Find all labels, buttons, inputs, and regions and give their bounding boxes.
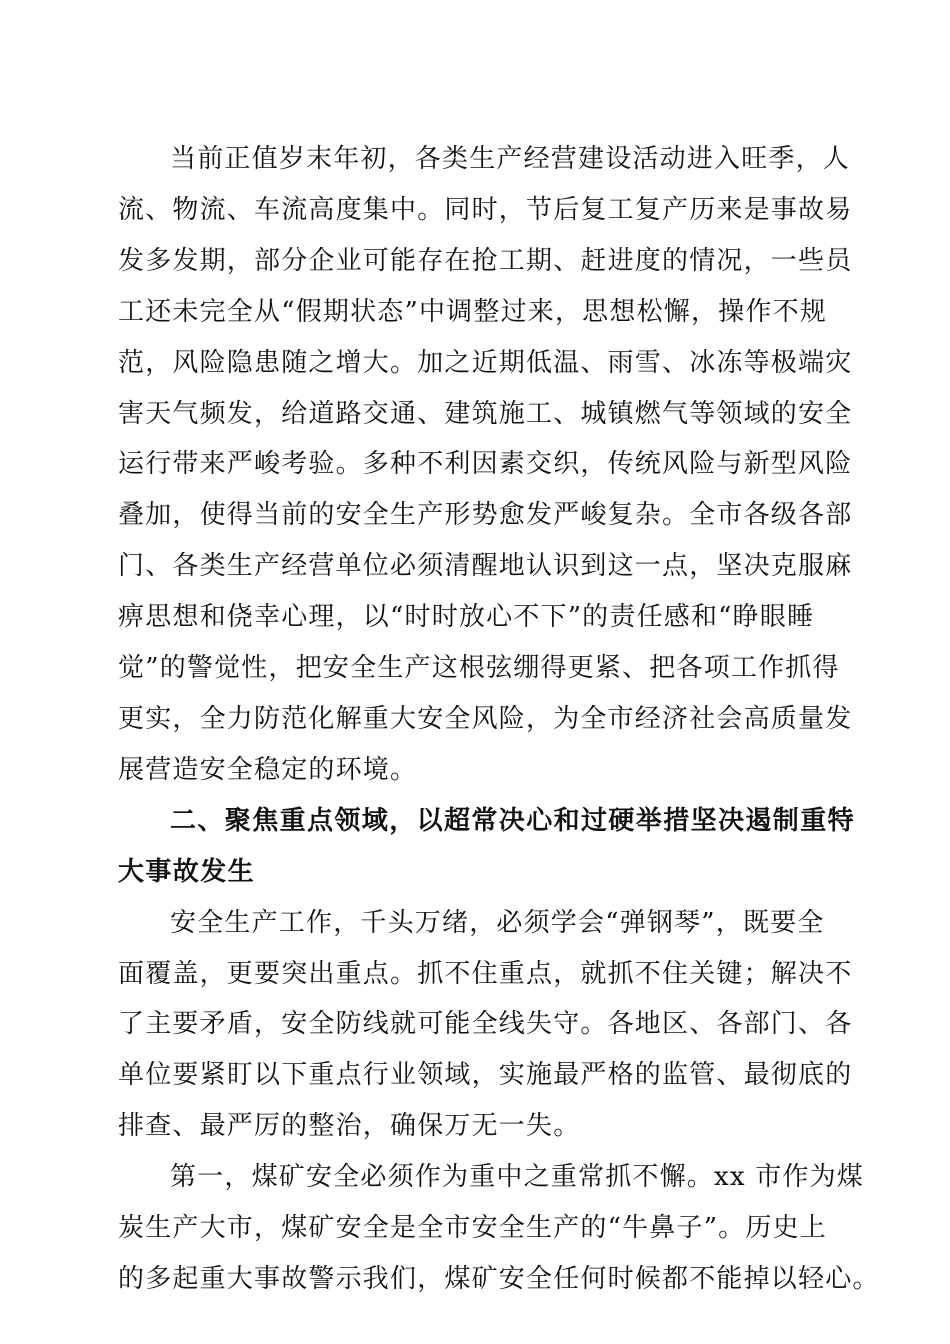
section-heading: 大事故发生 xyxy=(118,856,256,887)
paragraph-line: 工还未完全从“假期状态”中调整过来，思想松懈，操作不规 xyxy=(118,296,827,327)
paragraph-line: 更实，全力防范化解重大安全风险，为全市经济社会高质量发 xyxy=(118,704,853,734)
paragraph-line: 门、各类生产经营单位必须清醒地认识到这一点，坚决克服麻 xyxy=(118,551,853,582)
paragraph-line: 的多起重大事故警示我们，煤矿安全任何时候都不能掉以轻心。 xyxy=(118,1264,880,1294)
paragraph-line: 安全生产工作，千头万绪，必须学会“弹钢琴”，既要全 xyxy=(170,907,825,938)
paragraph-line: 了主要矛盾，安全防线就可能全线失守。各地区、各部门、各 xyxy=(118,1009,853,1040)
paragraph-line: 面覆盖，更要突出重点。抓不住重点，就抓不住关键；解决不 xyxy=(118,958,853,989)
paragraph-line: 单位要紧盯以下重点行业领域，实施最严格的监管、最彻底的 xyxy=(118,1060,853,1091)
paragraph-line: 炭生产大市，煤矿安全是全市安全生产的“牛鼻子”。历史上 xyxy=(118,1213,827,1244)
paragraph-line: 范，风险隐患随之增大。加之近期低温、雨雪、冰冻等极端灾 xyxy=(118,347,853,378)
paragraph-line: 展营造安全稳定的环境。 xyxy=(118,754,418,785)
paragraph-line: 痹思想和侥幸心理，以“时时放心不下”的责任感和“睁眼睡 xyxy=(118,602,815,633)
paragraph-line: 害天气频发，给道路交通、建筑施工、城镇燃气等领域的安全 xyxy=(118,398,853,429)
paragraph-line: 流、物流、车流高度集中。同时，节后复工复产历来是事故易 xyxy=(118,194,853,225)
paragraph-line: 觉”的警觉性，把安全生产这根弦绷得更紧、把各项工作抓得 xyxy=(118,653,840,684)
paragraph-line: 运行带来严峻考验。多种不利因素交织，传统风险与新型风险 xyxy=(118,449,853,480)
paragraph-line: 第一，煤矿安全必须作为重中之重常抓不懈。xx 市作为煤 xyxy=(170,1162,864,1193)
paragraph-line: 当前正值岁末年初，各类生产经营建设活动进入旺季，人 xyxy=(170,144,851,174)
paragraph-line: 叠加，使得当前的安全生产形势愈发严峻复杂。全市各级各部 xyxy=(118,500,853,531)
section-heading: 二、聚焦重点领域，以超常决心和过硬举措坚决遏制重特 xyxy=(170,805,856,836)
paragraph-line: 排查、最严厉的整治，确保万无一失。 xyxy=(118,1111,581,1142)
paragraph-line: 发多发期，部分企业可能存在抢工期、赶进度的情况，一些员 xyxy=(118,245,853,276)
